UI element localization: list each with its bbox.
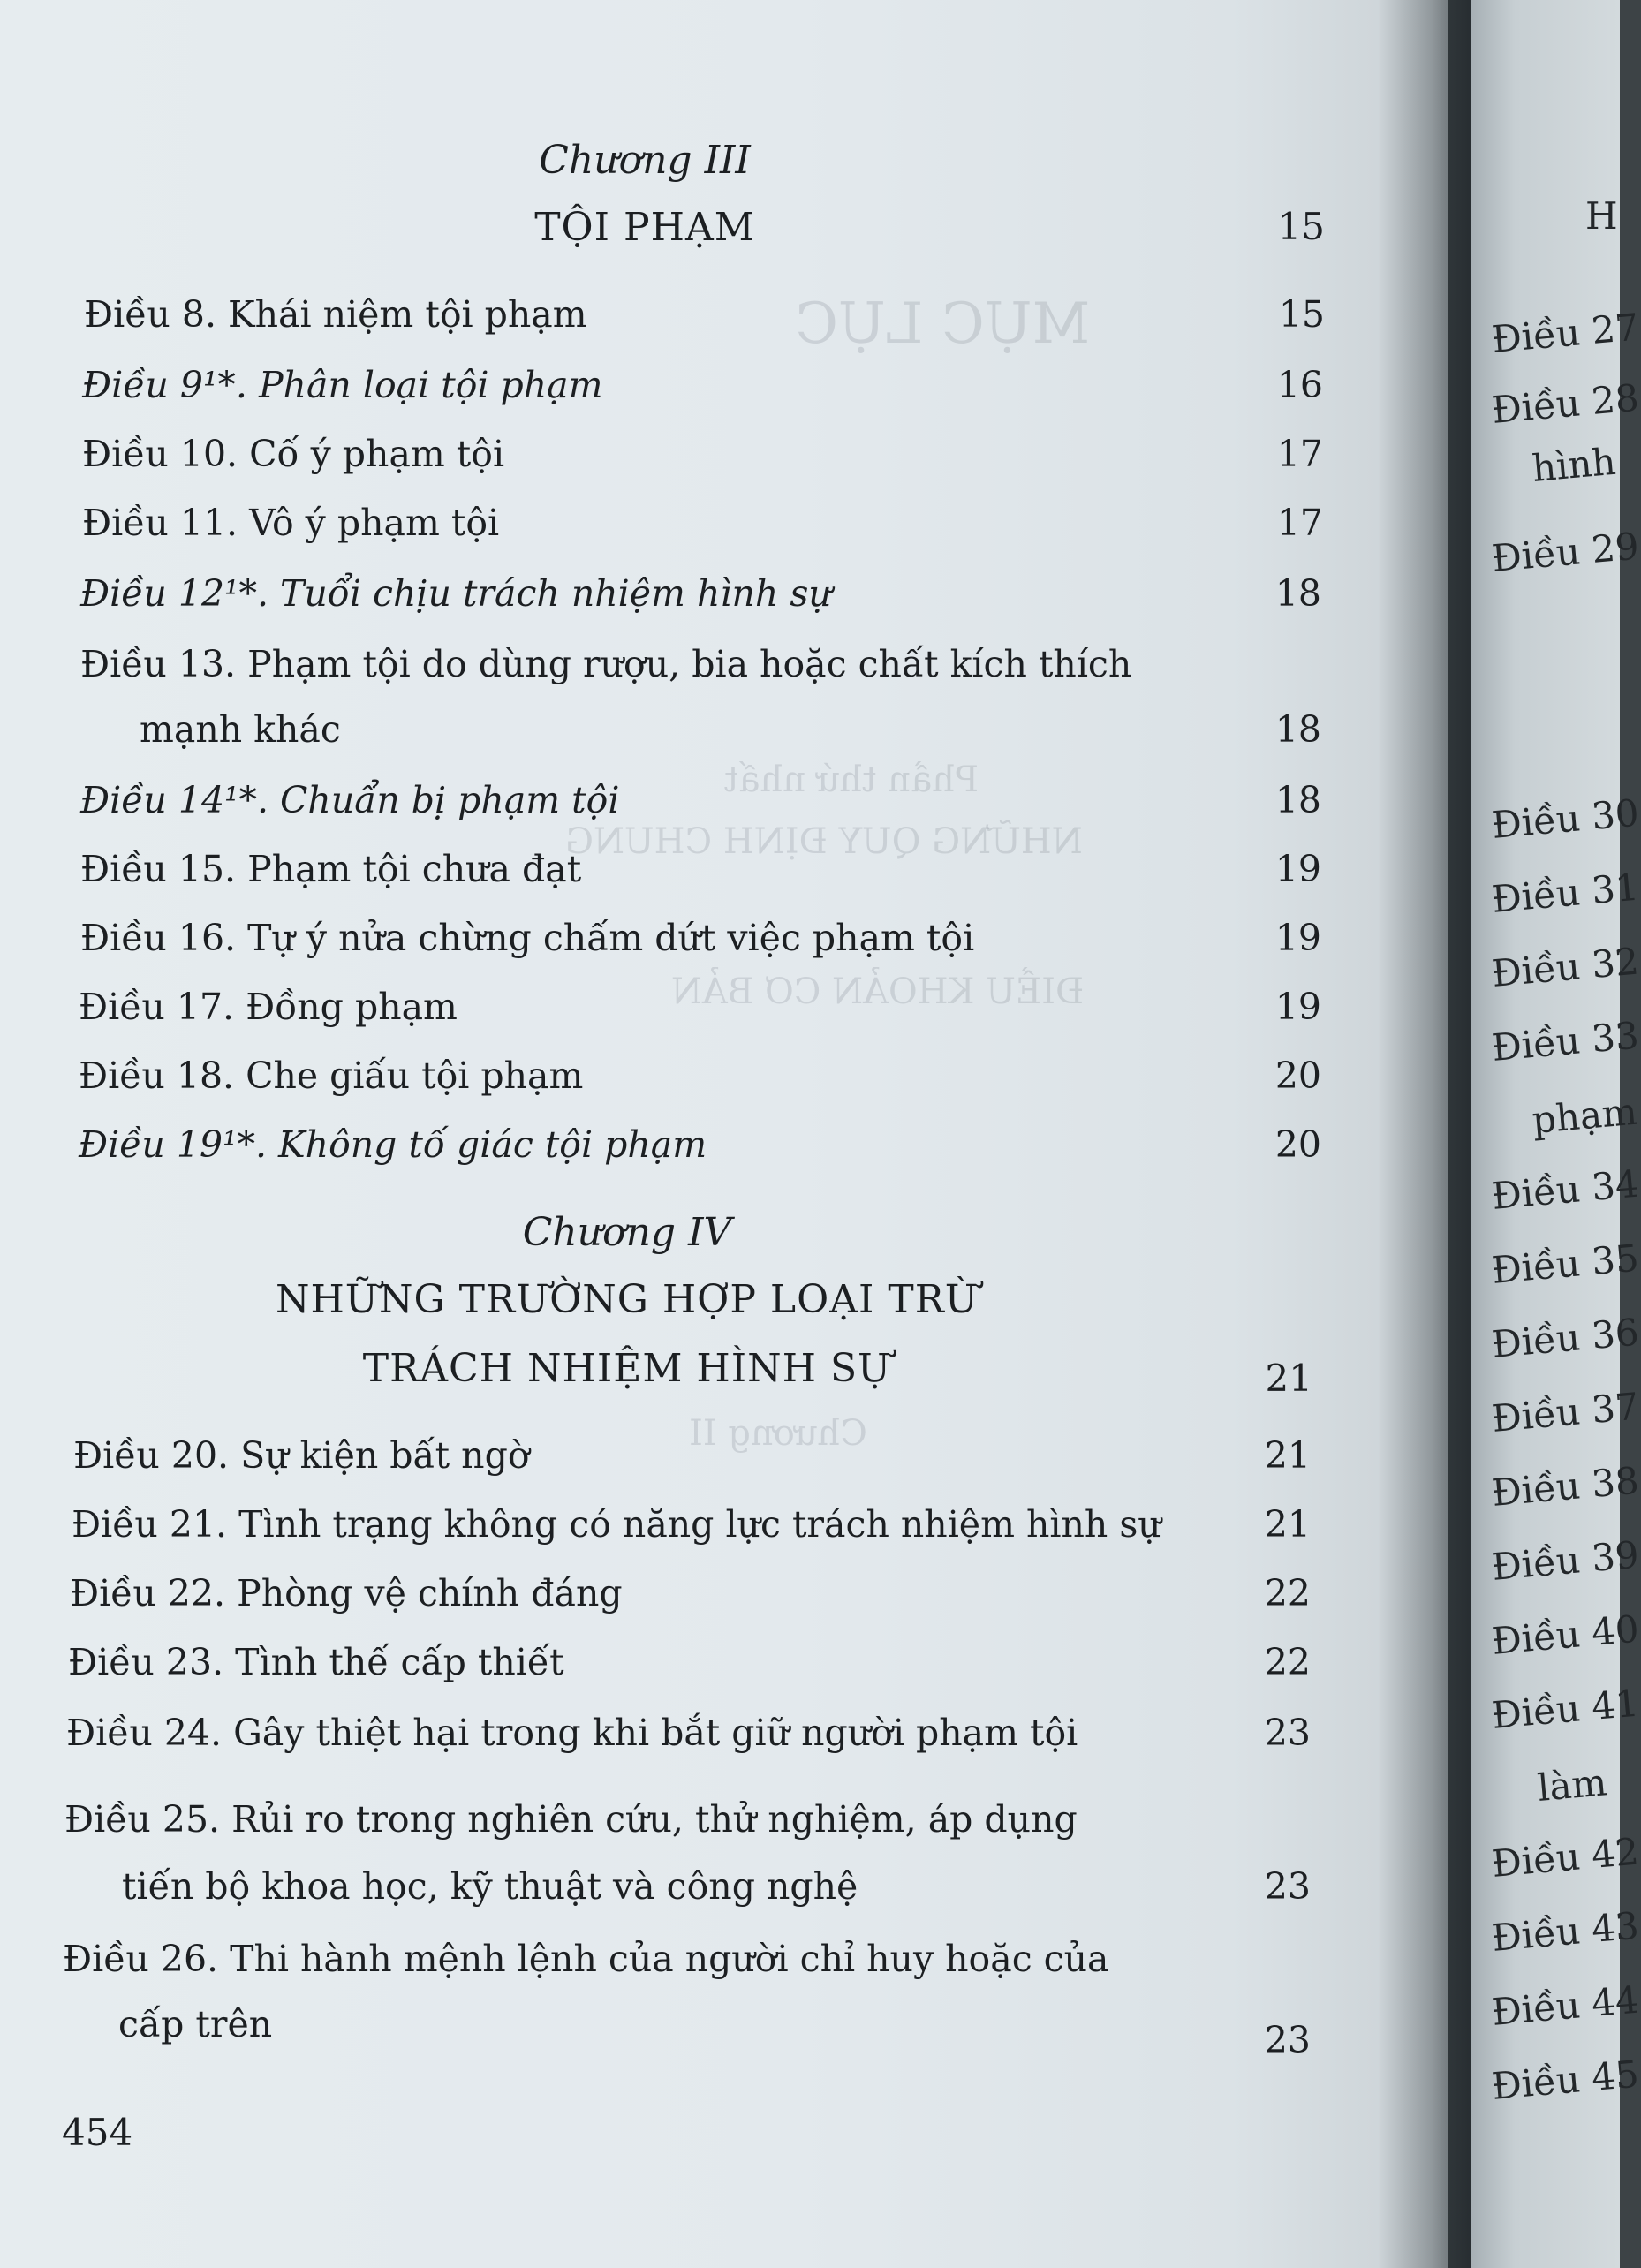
toc-entry <box>82 427 1323 480</box>
entry-title: Điều 20. Sự kiện bất ngờ <box>73 1434 530 1477</box>
toc-entry <box>66 1706 1311 1759</box>
toc-entry <box>72 1498 1311 1551</box>
facing-page-text: Điều 32 <box>1489 939 1641 995</box>
toc-entry <box>64 1793 1311 1846</box>
facing-page-text: hình <box>1530 439 1618 490</box>
facing-page-text: Điều 30 <box>1489 790 1641 847</box>
entry-title: Điều 23. Tình thế cấp thiết <box>68 1641 564 1683</box>
entry-title-continuation: cấp trên <box>118 2003 273 2045</box>
toc-entry <box>79 1049 1321 1102</box>
entry-title: Điều 16. Tự ý nửa chừng chấm dứt việc phạm tội <box>80 917 975 959</box>
facing-page-text: Điều 31 <box>1489 865 1641 921</box>
entry-title: Điều 21. Tình trạng không có năng lực trách nhiệm hình sự <box>72 1503 1161 1546</box>
facing-page-text: Điều 44 <box>1489 1977 1641 2034</box>
facing-page-text: Điều 28 <box>1489 375 1641 432</box>
entry-title: Điều 11. Vô ý phạm tội <box>82 502 500 544</box>
toc-entry <box>82 496 1323 549</box>
facing-page-text: Điều 42 <box>1489 1829 1641 1886</box>
facing-page-text: Điều 34 <box>1489 1161 1641 1218</box>
toc-entry <box>73 1429 1311 1482</box>
entry-page: 15 <box>1278 293 1325 336</box>
toc-entry <box>79 1118 1321 1171</box>
book-gutter-shadow <box>1378 0 1475 2268</box>
entry-title: Điều 24. Gây thiệt hại trong khi bắt giữ người phạm tội <box>66 1712 1078 1754</box>
entry-page: 17 <box>1276 433 1323 475</box>
entry-page: 19 <box>1274 917 1321 959</box>
entry-page: 22 <box>1264 1572 1311 1614</box>
entry-page: 18 <box>1274 708 1321 751</box>
entry-title: Điều 17. Đồng phạm <box>79 986 458 1028</box>
toc-entry-continuation <box>122 1860 1311 1913</box>
facing-page-text: Điều 38 <box>1489 1458 1641 1515</box>
chapter-title-line-1: NHỮNG TRƯỜNG HỢP LOẠI TRỪ <box>276 1277 979 1322</box>
entry-title: Điều 18. Che giấu tội phạm <box>79 1055 584 1097</box>
entry-page: 23 <box>1264 1712 1311 1754</box>
toc-entry <box>80 911 1321 964</box>
toc-entry-continuation <box>140 703 1321 756</box>
entry-title: Điều 19¹*. Không tố giác tội phạm <box>79 1123 707 1166</box>
chapter-label: Chương IV <box>522 1210 732 1255</box>
entry-title: Điều 14¹*. Chuẩn bị phạm tội <box>80 779 620 821</box>
entry-page: 18 <box>1274 572 1321 615</box>
toc-entry <box>80 774 1321 827</box>
toc-entry <box>80 843 1321 896</box>
facing-page-text: Điều 33 <box>1489 1013 1641 1070</box>
facing-page-text: Điều 27 <box>1489 305 1641 361</box>
entry-title: Điều 26. Thi hành mệnh lệnh của người chỉ huy hoặc của <box>63 1938 1109 1980</box>
facing-page <box>1471 0 1641 2268</box>
facing-page-text: Điều 45 <box>1489 2052 1641 2108</box>
toc-entry <box>63 1932 1311 1985</box>
toc-entry <box>79 980 1321 1033</box>
entry-title: Điều 10. Cố ý phạm tội <box>82 433 505 475</box>
toc-entry-continuation <box>118 1998 1311 2061</box>
chapter-title: TỘI PHẠM <box>534 205 755 250</box>
facing-page-text: Điều 29 <box>1489 524 1641 580</box>
entry-page: 17 <box>1276 502 1323 544</box>
facing-page-text: Điều 41 <box>1489 1681 1641 1737</box>
entry-page: 19 <box>1274 986 1321 1028</box>
chapter-title-line-2: TRÁCH NHIỆM HÌNH SỰ <box>362 1346 892 1391</box>
entry-page: 21 <box>1264 1503 1311 1546</box>
entry-title: Điều 8. Khái niệm tội phạm <box>84 293 587 336</box>
page-number: 454 <box>62 2111 133 2154</box>
chapter-page: 21 <box>1265 1357 1312 1400</box>
entry-title: Điều 25. Rủi ro trong nghiên cứu, thử nghiệm, áp dụng <box>64 1798 1078 1841</box>
toc-entry <box>84 288 1325 341</box>
facing-page-text: Điều 39 <box>1489 1532 1641 1589</box>
entry-title: Điều 15. Phạm tội chưa đạt <box>80 848 582 890</box>
toc-entry <box>82 359 1323 412</box>
entry-page: 23 <box>1264 2019 1311 2061</box>
entry-title: Điều 12¹*. Tuổi chịu trách nhiệm hình sự <box>80 572 832 615</box>
toc-entry <box>80 567 1321 620</box>
entry-title-continuation: tiến bộ khoa học, kỹ thuật và công nghệ <box>122 1865 858 1908</box>
left-page: MỤC LỤC Phần thứ nhất NHỮNG QUY ĐỊNH CHUNG ĐIỀU KHOẢN CƠ BẢN Chương II Chương III TỘI PHẠM 15 Điều 8. Khái niệm tội phạm 15 Điều 9¹*. Phân loại tội phạm 16 Điều 10. Cố ý phạm tội 17 Điều 11. Vô ý phạm tội 17 Điều 12¹*. Tuổi chịu trách nhiệm hình sự 18 Điều 13. Phạm tội do dùng rượu, bia hoặc chất kích thích mạnh khác 18 Điều 14¹*. Chuẩn bị phạm tội 18 Điều 15. Phạm tội chưa đạt 19 Điều 16. Tự ý nửa chừng chấm dứt việc phạm tội 19 Điều 17. Đồng phạm 19 Điều 18. Che giấu tội phạm 20 Điều 19¹*. Không tố giác tội phạm 20 Chương IV NHỮNG TRƯỜNG HỢP LOẠI TRỪ TRÁCH NHIỆM HÌNH SỰ 21 Điều 20. Sự kiện bất ngờ 21 Điều 21. Tình trạng không có năng lực trách nhiệm hình sự 21 Điều 22. Phòng vệ chính đáng 22 Điều 23. Tình thế cấp thiết 22 Điều 24. Gây thiệt hại trong khi bắt giữ người phạm tội 23 Điều 25. Rủi ro trong nghiên cứu, thử nghiệm, áp dụng tiến bộ khoa học, kỹ thuật và công nghệ 23 Điều 26. Thi hành mệnh lệnh của người chỉ huy hoặc của cấp trên 23 454 <box>0 0 1448 2268</box>
entry-page: 19 <box>1274 848 1321 890</box>
facing-page-text: H <box>1585 194 1618 238</box>
toc-entry <box>68 1636 1311 1689</box>
entry-page: 22 <box>1264 1641 1311 1683</box>
facing-page-text: Điều 43 <box>1489 1903 1641 1960</box>
entry-title: Điều 9¹*. Phân loại tội phạm <box>82 364 603 406</box>
facing-page-text: làm <box>1535 1760 1609 1810</box>
entry-page: 18 <box>1274 779 1321 821</box>
entry-title: Điều 22. Phòng vệ chính đáng <box>70 1572 623 1614</box>
facing-page-text: Điều 37 <box>1489 1384 1641 1440</box>
entry-page: 16 <box>1276 364 1323 406</box>
chapter-label: Chương III <box>539 138 751 183</box>
facing-page-text: Điều 35 <box>1489 1236 1641 1292</box>
entry-title: Điều 13. Phạm tội do dùng rượu, bia hoặc chất kích thích <box>80 643 1132 685</box>
entry-page: 20 <box>1274 1055 1321 1097</box>
facing-page-text: Điều 40 <box>1489 1606 1641 1663</box>
entry-page: 21 <box>1264 1434 1311 1477</box>
entry-page: 20 <box>1274 1123 1321 1166</box>
facing-page-text: phạm <box>1530 1089 1639 1142</box>
entry-page: 23 <box>1264 1865 1311 1908</box>
toc-entry <box>70 1567 1311 1620</box>
chapter-page: 15 <box>1277 205 1325 248</box>
toc-entry <box>80 638 1321 691</box>
facing-page-text: Điều 36 <box>1489 1310 1641 1366</box>
entry-title-continuation: mạnh khác <box>140 708 341 751</box>
